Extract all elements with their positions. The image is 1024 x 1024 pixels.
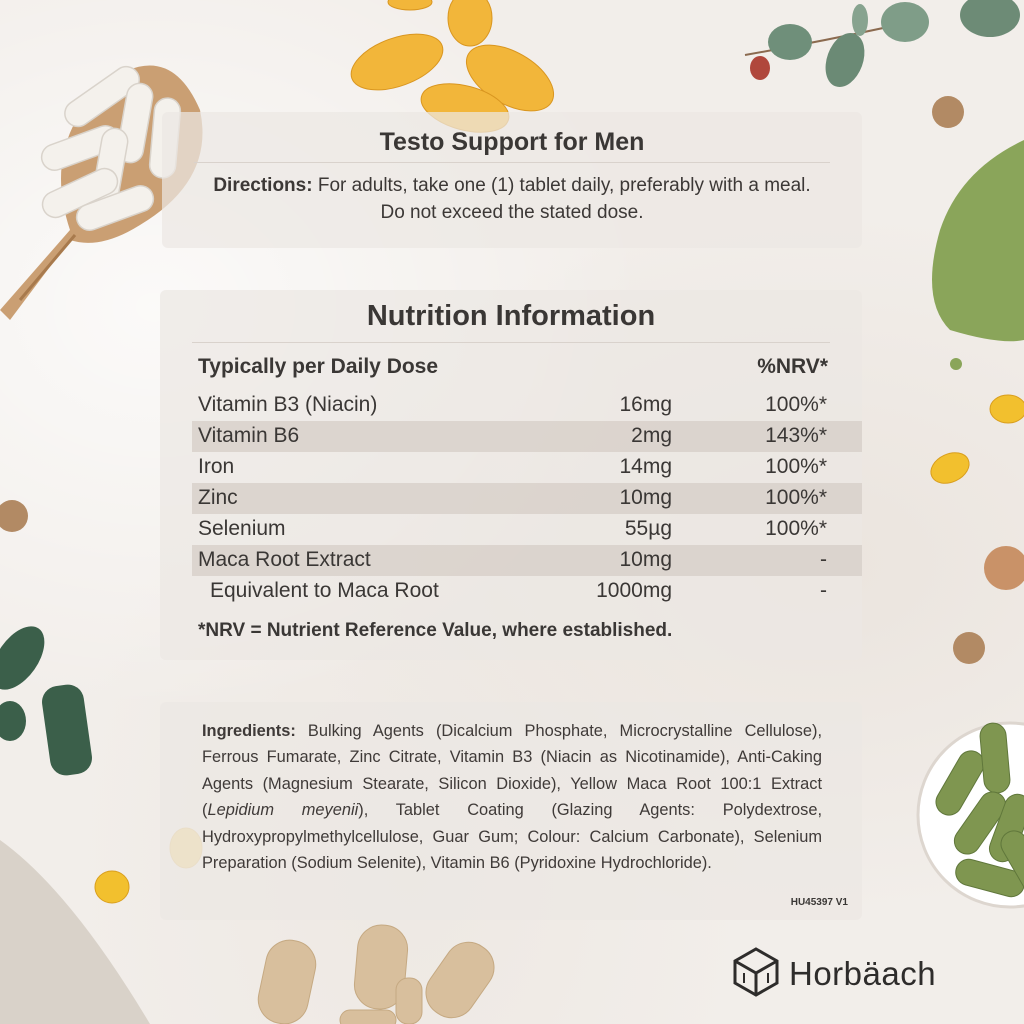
table-row <box>192 452 862 483</box>
product-title: Testo Support for Men <box>379 128 645 156</box>
nutrient-nrv: 100%* <box>765 517 827 540</box>
header-daily-dose: Typically per Daily Dose <box>198 355 439 378</box>
brand-name: Horbäach <box>789 955 937 992</box>
table-row <box>192 545 862 576</box>
nutrient-name: Iron <box>198 455 235 478</box>
divider <box>192 342 830 343</box>
nutrient-name: Zinc <box>198 486 238 509</box>
divider <box>194 162 830 163</box>
green-tablets <box>0 617 94 777</box>
nutrient-nrv: 100%* <box>765 393 827 416</box>
green-powder-pile <box>932 140 1024 370</box>
nutrient-name: Vitamin B3 (Niacin) <box>198 393 378 416</box>
beige-tablets-bottom <box>254 923 504 1024</box>
eucalyptus-leaves <box>745 0 1020 92</box>
directions-body: For adults, take one (1) tablet daily, preferably with a meal. Do not exceed the stated dose. <box>312 175 811 223</box>
table-row <box>192 514 862 545</box>
nutrient-name: Equivalent to Maca Root <box>210 579 439 602</box>
nutrient-nrv: - <box>820 579 827 602</box>
nutrient-name: Maca Root Extract <box>198 548 371 571</box>
ingredients-panel <box>160 702 862 920</box>
nutrition-title: Nutrition Information <box>366 300 656 332</box>
ingredients-text <box>202 718 822 876</box>
nutrient-amount: 16mg <box>619 393 672 416</box>
nutrient-name: Selenium <box>198 517 286 540</box>
hexagon-cube-icon <box>733 947 779 1002</box>
nutrient-nrv: 100%* <box>765 486 827 509</box>
nrv-footnote: *NRV = Nutrient Reference Value, where established. <box>198 620 673 641</box>
nutrition-header-row <box>198 355 828 383</box>
nutrient-amount: 55µg <box>624 517 672 540</box>
table-row <box>192 421 862 452</box>
nutrient-amount: 1000mg <box>596 579 672 602</box>
ingredients-latin-name: Lepidium meyenii <box>207 801 359 820</box>
nutrient-amount: 2mg <box>631 424 672 447</box>
table-row <box>192 390 862 421</box>
brand-logo <box>733 949 936 999</box>
header-nrv: %NRV* <box>757 355 828 378</box>
bowl-green-capsules <box>918 722 1024 907</box>
nutrient-nrv: 143%* <box>765 424 827 447</box>
nutrient-amount: 10mg <box>619 548 672 571</box>
nutrient-amount: 14mg <box>619 455 672 478</box>
ingredients-part2: ), Tablet Coating (Glazing Agents: Polydextrose, Hydroxypropylmethylcellulose, Guar Gum; Colour: Calcium Carbonate), Selenium Preparation (Sodium Selenite), Vitamin B6 (Pyridoxine Hydrochloride). <box>202 801 822 873</box>
linen-cloth <box>0 840 150 1024</box>
nutrient-nrv: 100%* <box>765 455 827 478</box>
nutrient-name: Vitamin B6 <box>198 424 300 447</box>
ingredients-label: Ingredients: <box>202 722 296 740</box>
table-row <box>192 576 862 607</box>
ingredients-part1: Bulking Agents (Dicalcium Phosphate, Microcrystalline Cellulose), Ferrous Fumarate, Zinc Citrate, Vitamin B3 (Niacin as Nicotinamide), Anti-Caking Agents (Magnesium Stearate, Silicon Dioxide), Yellow Maca Root 100:1 Extract ( <box>202 722 822 820</box>
nutrient-nrv: - <box>820 548 827 571</box>
nutrition-panel <box>160 290 862 660</box>
directions-panel <box>162 112 862 248</box>
nutrient-amount: 10mg <box>619 486 672 509</box>
directions-label: Directions: <box>213 175 313 196</box>
table-row <box>192 483 862 514</box>
product-code: HU45397 V1 <box>790 897 848 908</box>
directions-text <box>202 172 822 226</box>
